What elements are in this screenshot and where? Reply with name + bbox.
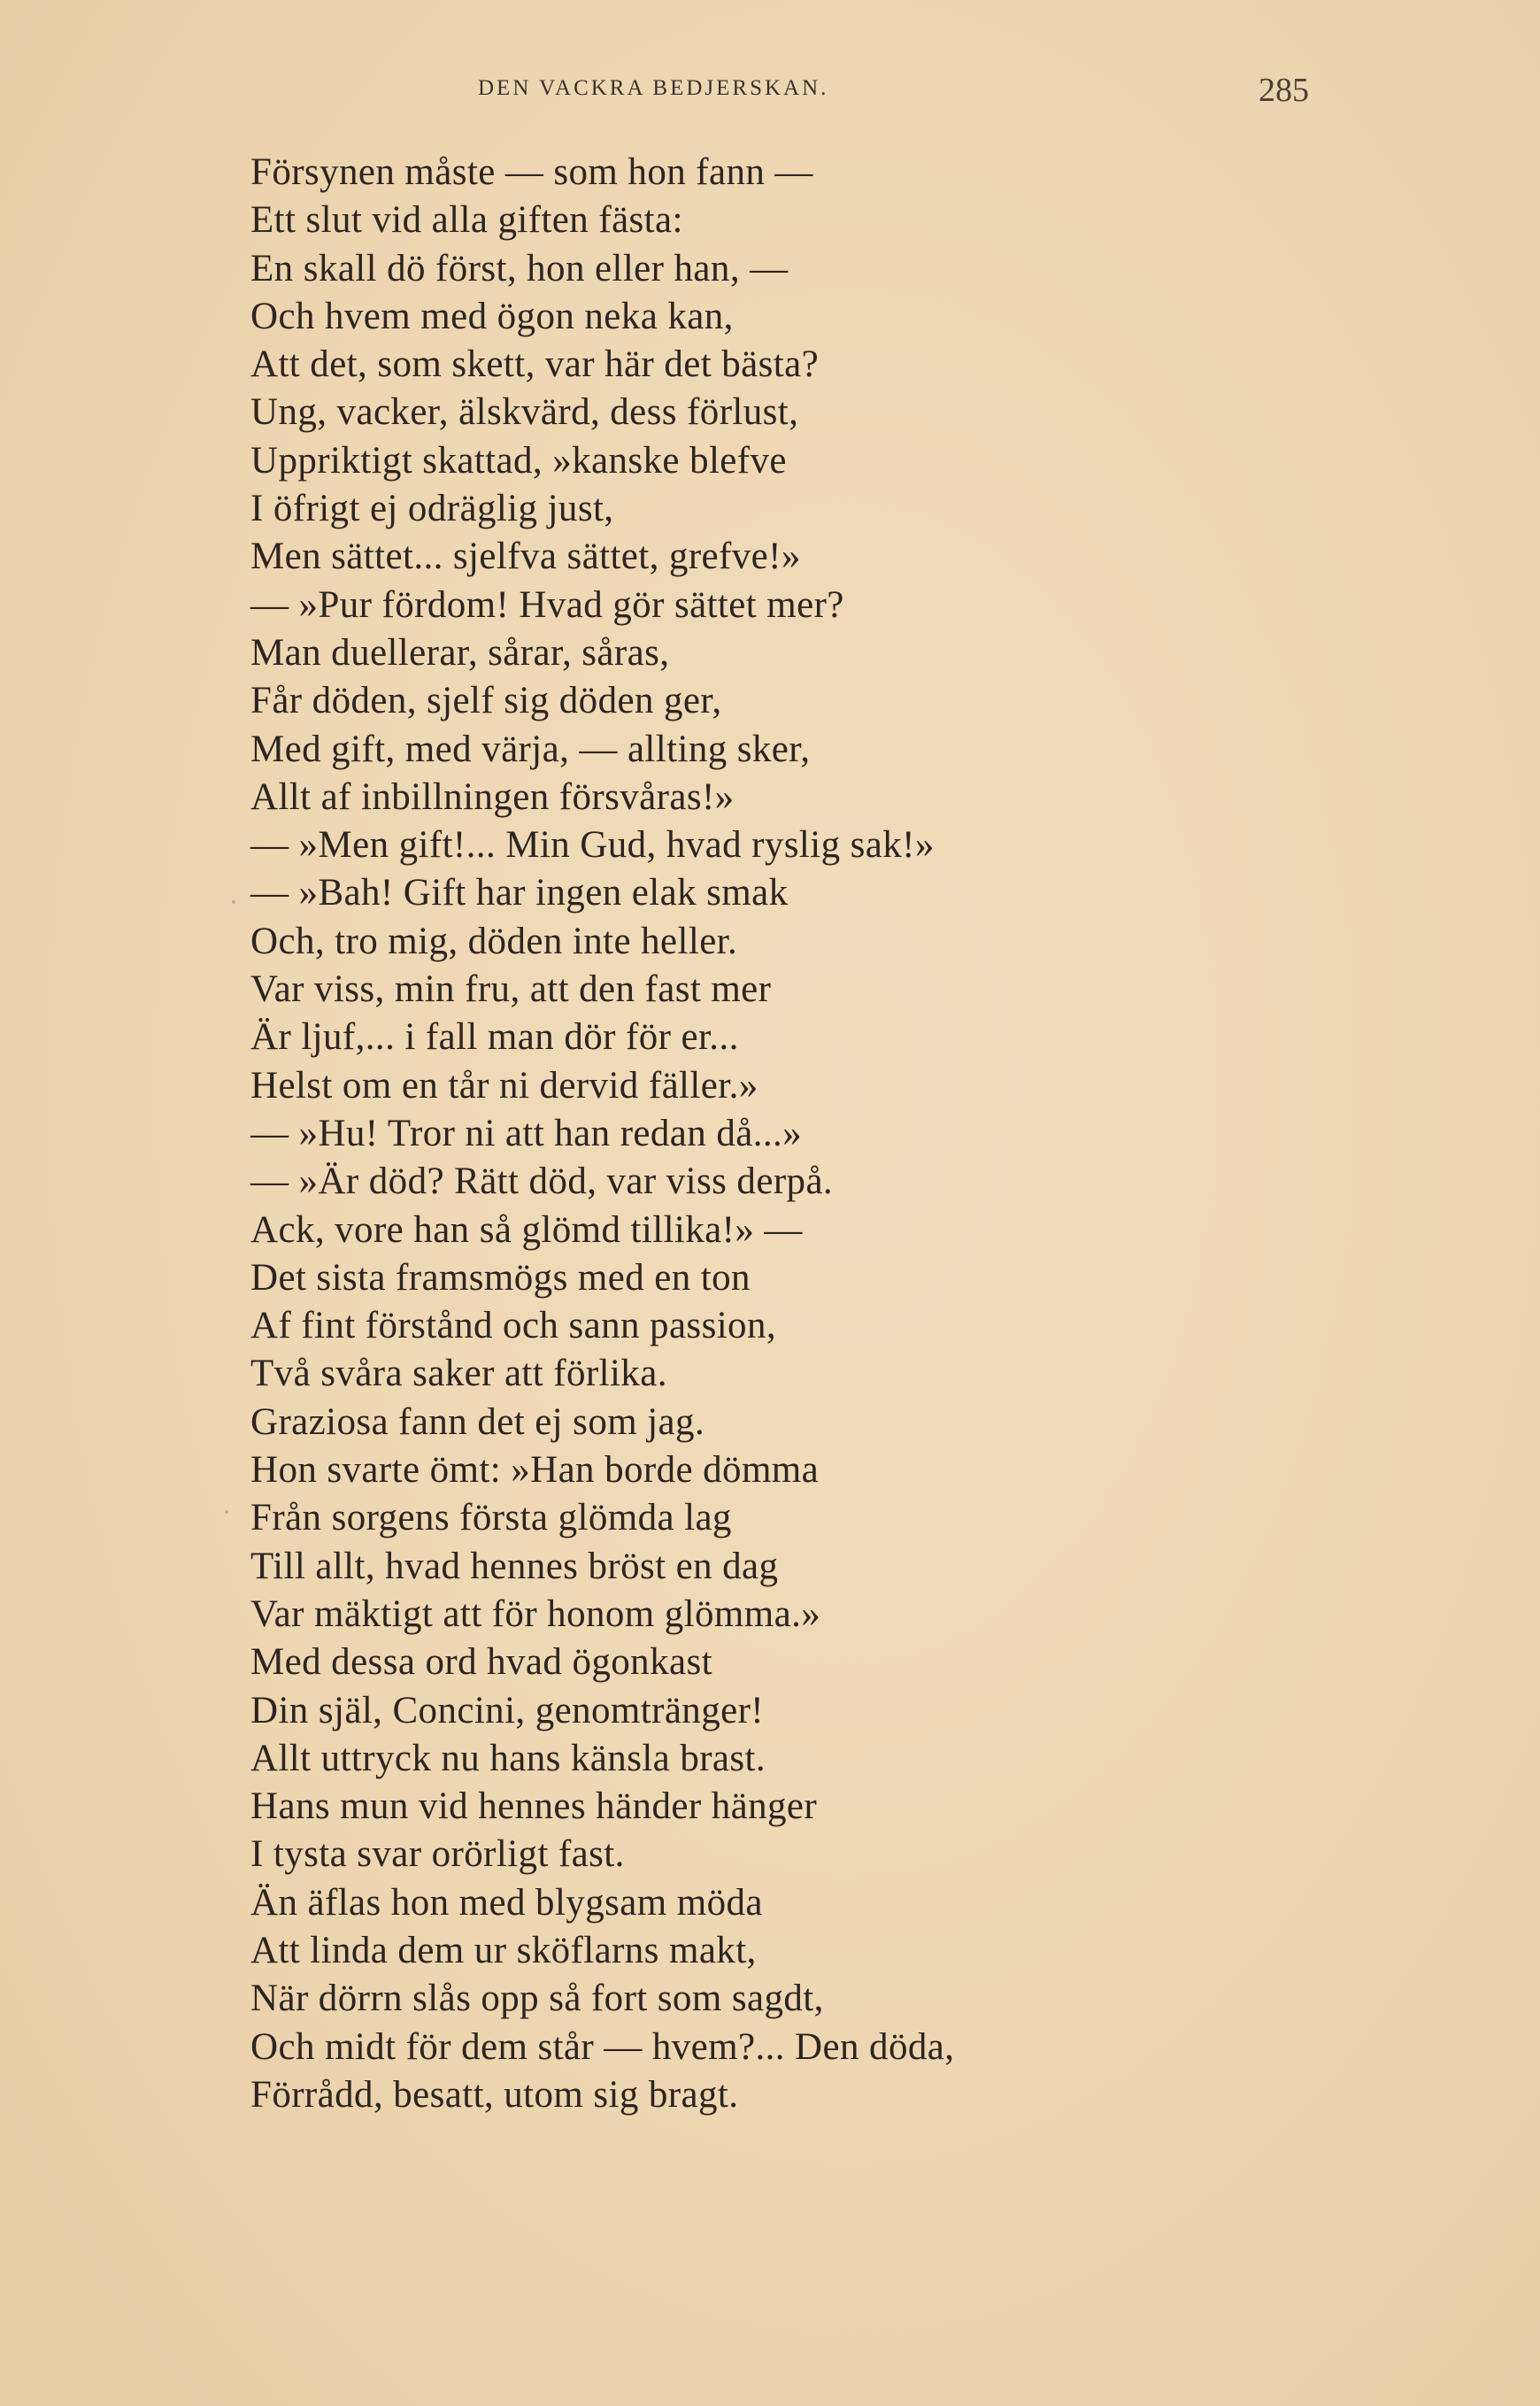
verse-line: När dörrn slås opp så fort som sagdt, — [250, 1978, 824, 2020]
verse-line: Var mäktigt att för honom glömma.» — [250, 1592, 821, 1635]
verse-line: Och midt för dem står — hvem?... Den döda, — [250, 2025, 955, 2068]
verse-line: Hon svarte ömt: »Han borde dömma — [250, 1449, 820, 1492]
verse-line: Att linda dem ur sköflarns makt, — [250, 1929, 757, 1971]
verse-line: Man duellerar, sårar, såras, — [250, 631, 670, 674]
verse-line: Uppriktigt skattad, »kanske blefve — [250, 439, 787, 482]
verse-line: Med dessa ord hvad ögonkast — [250, 1641, 712, 1684]
verse-line: I öfrigt ej odräglig just, — [250, 488, 614, 530]
verse-line: Är ljuf,... i fall man dör för er... — [250, 1016, 739, 1059]
verse-line: — »Hu! Tror ni att han redan då...» — [250, 1112, 803, 1154]
verse-line: Med gift, med värja, — allting sker, — [250, 728, 811, 770]
verse-line: Helst om en tår ni dervid fäller.» — [250, 1064, 758, 1107]
verse-line: Af fint förstånd och sann passion, — [250, 1305, 776, 1347]
verse-line: Att det, som skett, var här det bästa? — [250, 343, 820, 386]
verse-line: Försynen måste — som hon fann — — [250, 151, 813, 193]
verse-line: Ett slut vid alla giften fästa: — [250, 199, 683, 242]
verse-line: Från sorgens första glömda lag — [250, 1497, 732, 1539]
verse-line: Hans mun vid hennes händer hänger — [250, 1785, 818, 1828]
verse-line: Var viss, min fru, att den fast mer — [250, 968, 772, 1011]
verse-line: Till allt, hvad hennes bröst en dag — [250, 1545, 779, 1587]
verse-line: — »Bah! Gift har ingen elak smak — [250, 872, 789, 914]
verse-line: Ack, vore han så glömd tillika!» — — [250, 1208, 803, 1251]
verse-line: Din själ, Concini, genomtränger! — [250, 1689, 765, 1731]
verse-line: Och, tro mig, döden inte heller. — [250, 920, 738, 962]
running-head — [0, 71, 1540, 115]
verse-line: Får döden, sjelf sig döden ger, — [250, 680, 722, 722]
verse-line: Och hvem med ögon neka kan, — [250, 295, 734, 337]
verse-line: — »Pur fördom! Hvad gör sättet mer? — [250, 583, 844, 626]
verse-line: Allt af inbillningen försvåras!» — [250, 775, 735, 818]
verse-line: I tysta svar orörligt fast. — [250, 1833, 625, 1876]
verse-line: Det sista framsmögs med en ton — [250, 1256, 751, 1299]
verse-line: Graziosa fann det ej som jag. — [250, 1400, 705, 1443]
verse-line: Ung, vacker, älskvärd, dess förlust, — [250, 391, 799, 434]
verse-line: Än äflas hon med blygsam möda — [250, 1881, 763, 1924]
paper-speck — [232, 900, 235, 904]
verse-line: Två svåra saker att förlika. — [250, 1353, 667, 1395]
page-number: 285 — [1259, 72, 1309, 109]
poem-text — [250, 149, 1507, 2119]
paper-speck — [225, 1510, 228, 1514]
running-title: DEN VACKRA BEDJERSKAN. — [478, 76, 829, 100]
verse-line: Förrådd, besatt, utom sig bragt. — [250, 2073, 739, 2116]
verse-line: — »Men gift!... Min Gud, hvad ryslig sak!» — [250, 824, 935, 867]
verse-line: Allt uttryck nu hans känsla brast. — [250, 1737, 766, 1779]
verse-line: — »Är död? Rätt död, var viss derpå. — [250, 1161, 834, 1203]
verse-line: Men sättet... sjelfva sättet, grefve!» — [250, 536, 801, 578]
verse-line: En skall dö först, hon eller han, — — [250, 247, 789, 289]
